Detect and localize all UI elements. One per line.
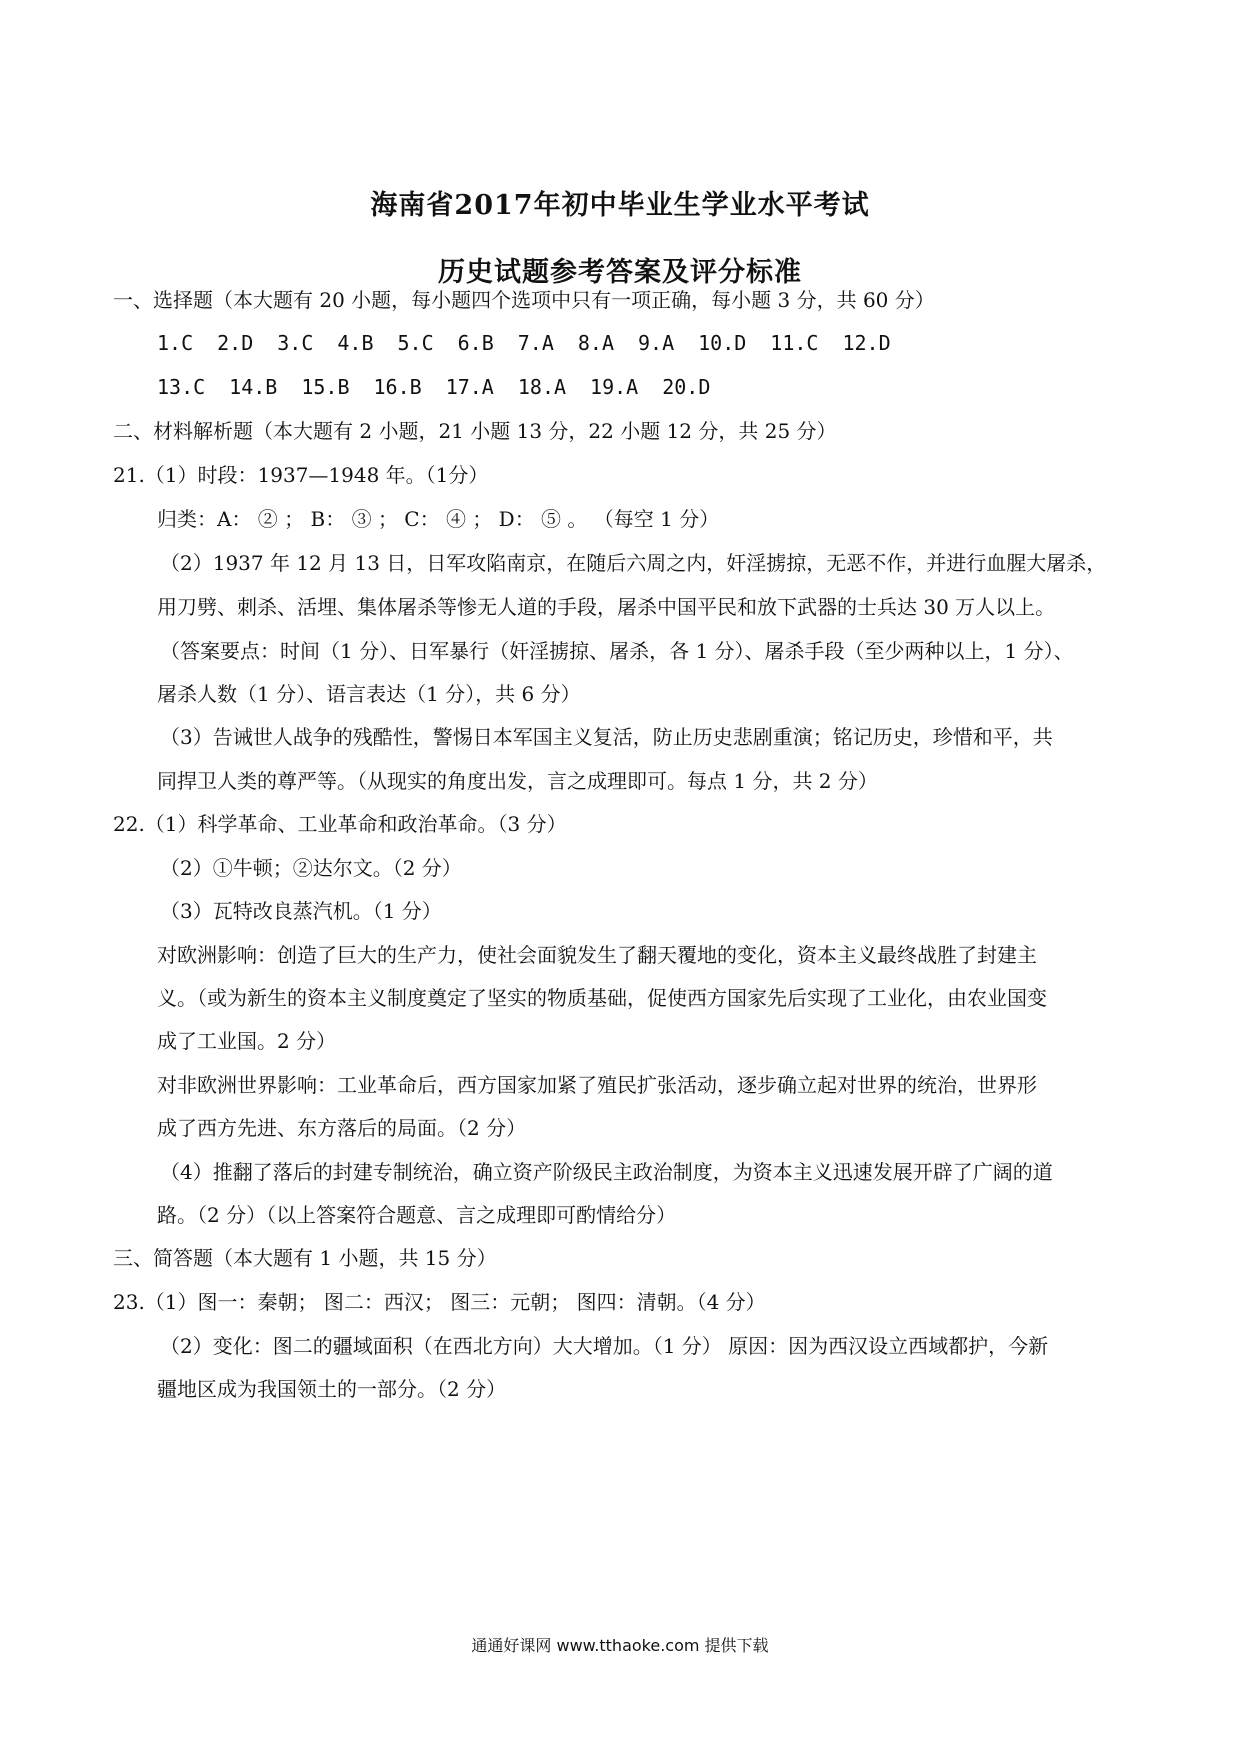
q22-part2: （2）①牛顿；②达尔文。（2 分）	[160, 856, 462, 880]
answers-row-2	[157, 374, 734, 400]
answer-item: 7.A	[517, 331, 554, 355]
q21-classification: 归类：A： ② ； B： ③ ； C： ④ ； D： ⑤ 。 （每空 1 分）	[157, 507, 720, 531]
answer-item: 20.D	[662, 375, 711, 399]
answer-item: 19.A	[590, 375, 639, 399]
answer-item: 2.D	[217, 331, 254, 355]
q21-part3-line1: （3）告诫世人战争的残酷性，警惕日本军国主义复活，防止历史悲剧重演；铭记历史，珍惜和平，共	[160, 725, 1053, 749]
answer-item: 18.A	[517, 375, 567, 399]
q21-key-points-line1: （答案要点：时间（1 分）、日军暴行（奸淫掳掠、屠杀，各 1 分）、屠杀手段（至少两种以上，1 分）、	[160, 639, 1074, 663]
q21-key-points-line2: 屠杀人数（1 分）、语言表达（1 分），共 6 分）	[157, 682, 581, 706]
q22-part4-line2: 路。（2 分）（以上答案符合题意、言之成理即可酌情给分）	[157, 1203, 677, 1227]
answer-item: 3.C	[277, 331, 314, 355]
answer-item: 16.B	[373, 375, 422, 399]
answer-item: 1.C	[157, 331, 194, 355]
q22-non-europe-impact-line1: 对非欧洲世界影响：工业革命后，西方国家加紧了殖民扩张活动，逐步确立起对世界的统治，世界形	[157, 1073, 1037, 1097]
section3-header: 三、简答题（本大题有 1 小题，共 15 分）	[113, 1246, 497, 1270]
q22-europe-impact-line2: 义。（或为新生的资本主义制度奠定了坚实的物质基础，促使西方国家先后实现了工业化，由农业国变	[157, 986, 1047, 1010]
answer-item: 12.D	[842, 331, 891, 355]
footer-download-note: 通通好课网 www.tthaoke.com 提供下载	[471, 1636, 769, 1655]
q21-part2-line1: （2）1937 年 12 月 13 日，日军攻陷南京，在随后六周之内，奸淫掳掠，无恶不作，并进行血腥大屠杀，	[160, 551, 1107, 575]
q21-part1: 21.（1）时段：1937—1948 年。（1分）	[113, 463, 489, 487]
q23-part2-line2: 疆地区成为我国领土的一部分。（2 分）	[157, 1377, 507, 1401]
document-title: 海南省2017年初中毕业生学业水平考试	[370, 190, 870, 221]
document-subtitle: 历史试题参考答案及评分标准	[438, 257, 802, 288]
answers-row-1	[157, 330, 915, 356]
answer-item: 13.C	[157, 375, 206, 399]
answer-item: 6.B	[457, 331, 494, 355]
q21-part3-line2: 同捍卫人类的尊严等。（从现实的角度出发，言之成理即可。每点 1 分，共 2 分）	[157, 769, 878, 793]
answer-item: 11.C	[770, 331, 819, 355]
q21-part2-line2: 用刀劈、刺杀、活埋、集体屠杀等惨无人道的手段，屠杀中国平民和放下武器的士兵达 30 万人以上。	[157, 595, 1056, 619]
q22-europe-impact-line1: 对欧洲影响：创造了巨大的生产力，使社会面貌发生了翻天覆地的变化，资本主义最终战胜了封建主	[157, 943, 1037, 967]
section2-header: 二、材料解析题（本大题有 2 小题，21 小题 13 分，22 小题 12 分，共 25 分）	[113, 419, 837, 443]
q22-part4-line1: （4）推翻了落后的封建专制统治，确立资产阶级民主政治制度，为资本主义迅速发展开辟了广阔的道	[160, 1160, 1053, 1184]
answer-item: 9.A	[638, 331, 675, 355]
q22-part3: （3）瓦特改良蒸汽机。（1 分）	[160, 899, 442, 923]
q23-part2-line1: （2）变化：图二的疆域面积（在西北方向）大大增加。（1 分） 原因：因为西汉设立西域都护，今新	[160, 1334, 1049, 1358]
answer-item: 4.B	[337, 331, 374, 355]
section1-header: 一、选择题（本大题有 20 小题，每小题四个选项中只有一项正确，每小题 3 分，共 60 分）	[113, 288, 935, 312]
answer-item: 14.B	[229, 375, 278, 399]
answer-item: 8.A	[577, 331, 614, 355]
answer-item: 15.B	[301, 375, 350, 399]
answer-item: 17.A	[445, 375, 494, 399]
answer-item: 5.C	[397, 331, 434, 355]
q22-non-europe-impact-line2: 成了西方先进、东方落后的局面。（2 分）	[157, 1116, 527, 1140]
q22-part1: 22.（1）科学革命、工业革命和政治革命。（3 分）	[113, 812, 567, 836]
q22-europe-impact-line3: 成了工业国。2 分）	[157, 1029, 337, 1053]
q23-part1: 23.（1）图一：秦朝； 图二：西汉； 图三：元朝； 图四：清朝。（4 分）	[113, 1290, 766, 1314]
answer-item: 10.D	[698, 331, 747, 355]
